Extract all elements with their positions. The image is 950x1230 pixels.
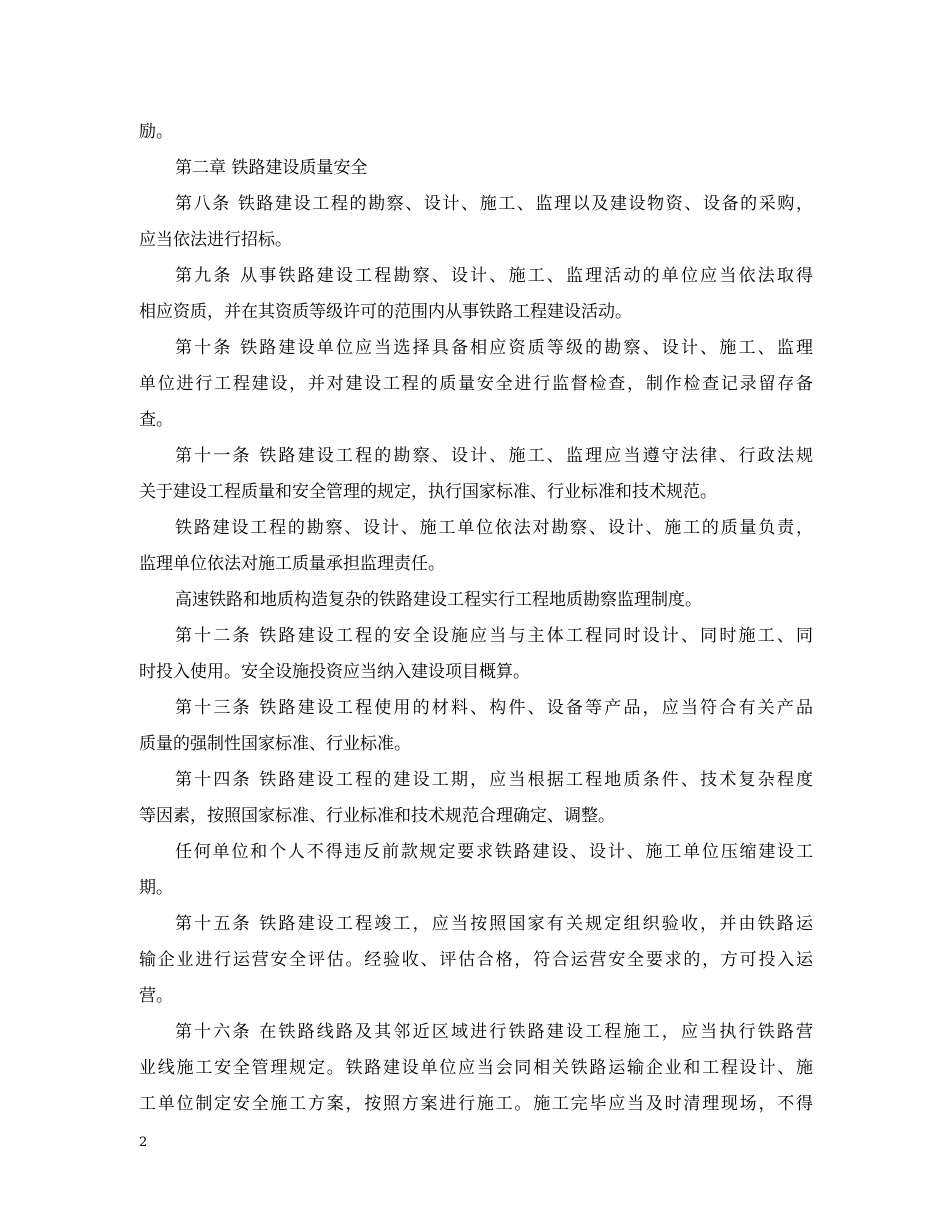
text-line: 第八条 铁路建设工程的勘察、设计、施工、监理以及建设物资、设备的采购， bbox=[175, 194, 813, 214]
text-line: 业线施工安全管理规定。铁路建设单位应当会同相关铁路运输企业和工程设计、施 bbox=[139, 1058, 813, 1078]
text-line: 监理单位依法对施工质量承担监理责任。 bbox=[139, 554, 445, 574]
text-line: 第十三条 铁路建设工程使用的材料、构件、设备等产品，应当符合有关产品 bbox=[175, 698, 813, 718]
text-line: 单位进行工程建设，并对建设工程的质量安全进行监督检查，制作检查记录留存备 bbox=[139, 374, 813, 394]
text-line: 第十五条 铁路建设工程竣工，应当按照国家有关规定组织验收，并由铁路运 bbox=[175, 914, 813, 934]
text-line: 查。 bbox=[139, 410, 173, 430]
text-line: 铁路建设工程的勘察、设计、施工单位依法对勘察、设计、施工的质量负责， bbox=[175, 518, 813, 538]
text-line: 工单位制定安全施工方案，按照方案进行施工。施工完毕应当及时清理现场，不得 bbox=[139, 1094, 813, 1114]
text-line: 质量的强制性国家标准、行业标准。 bbox=[139, 734, 411, 754]
text-line: 第十二条 铁路建设工程的安全设施应当与主体工程同时设计、同时施工、同 bbox=[175, 626, 813, 646]
text-line: 期。 bbox=[139, 878, 173, 898]
text-line: 第十四条 铁路建设工程的建设工期，应当根据工程地质条件、技术复杂程度 bbox=[175, 770, 813, 790]
text-line: 等因素，按照国家标准、行业标准和技术规范合理确定、调整。 bbox=[139, 806, 615, 826]
text-line: 输企业进行运营安全评估。经验收、评估合格，符合运营安全要求的，方可投入运 bbox=[139, 950, 813, 970]
text-line: 高速铁路和地质构造复杂的铁路建设工程实行工程地质勘察监理制度。 bbox=[175, 590, 702, 610]
text-line: 第十条 铁路建设单位应当选择具备相应资质等级的勘察、设计、施工、监理 bbox=[175, 338, 813, 358]
page-number: 2 bbox=[139, 1135, 148, 1150]
text-line: 第十一条 铁路建设工程的勘察、设计、施工、监理应当遵守法律、行政法规 bbox=[175, 446, 813, 466]
text-line: 励。 bbox=[139, 122, 173, 142]
document-body bbox=[139, 114, 813, 1122]
chapter-heading: 第二章 铁路建设质量安全 bbox=[175, 158, 368, 178]
text-line: 相应资质，并在其资质等级许可的范围内从事铁路工程建设活动。 bbox=[139, 302, 632, 322]
text-line: 关于建设工程质量和安全管理的规定，执行国家标准、行业标准和技术规范。 bbox=[139, 482, 717, 502]
text-line: 营。 bbox=[139, 986, 173, 1006]
text-line: 第十六条 在铁路线路及其邻近区域进行铁路建设工程施工，应当执行铁路营 bbox=[175, 1022, 813, 1042]
text-line: 第九条 从事铁路建设工程勘察、设计、施工、监理活动的单位应当依法取得 bbox=[175, 266, 813, 286]
text-line: 任何单位和个人不得违反前款规定要求铁路建设、设计、施工单位压缩建设工 bbox=[175, 842, 813, 862]
text-line: 应当依法进行招标。 bbox=[139, 230, 292, 250]
text-line: 时投入使用。安全设施投资应当纳入建设项目概算。 bbox=[139, 662, 530, 682]
